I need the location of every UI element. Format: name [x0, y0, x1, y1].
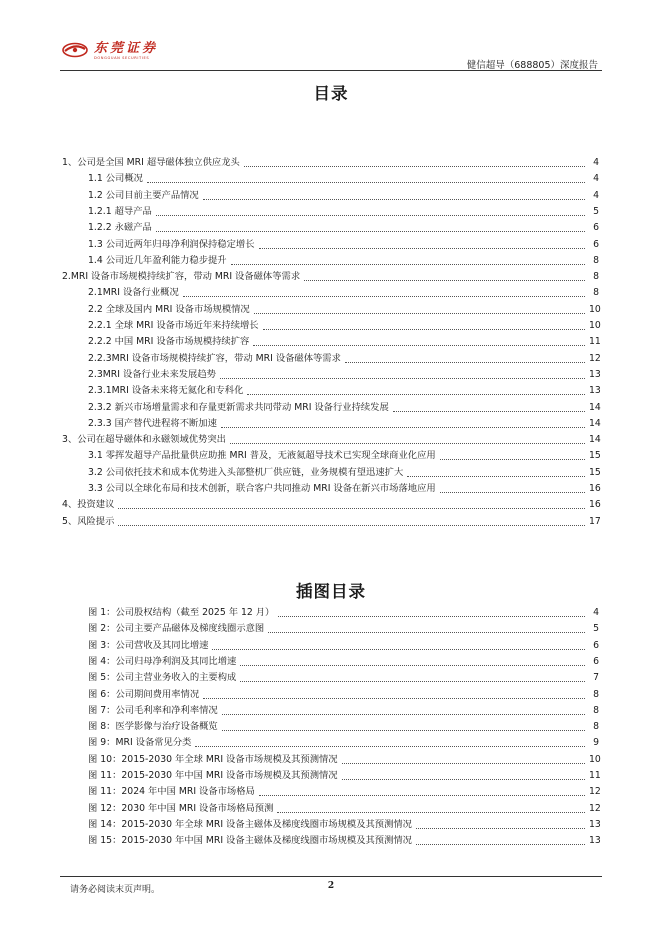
- dot-leader: [254, 313, 585, 314]
- toc-heading: 目录: [313, 84, 349, 103]
- figure-entry-label: 图 14：2015-2030 年全球 MRI 设备主磁体及梯度线圈市场规模及其预测情况: [88, 818, 412, 830]
- toc-entry-page-number: 6: [593, 222, 599, 234]
- dot-leader: [212, 649, 585, 650]
- figure-entry-label: 图 3：公司营收及其同比增速: [88, 639, 209, 651]
- toc-entry[interactable]: [62, 269, 599, 283]
- logo-english-name: DONGGUAN SECURITIES: [94, 56, 150, 60]
- dot-leader: [156, 231, 585, 232]
- toc-entry[interactable]: [88, 237, 599, 251]
- figure-entry-label: 图 11：2015-2030 年中国 MRI 设备市场规模及其预测情况: [88, 770, 338, 781]
- dot-leader: [393, 411, 585, 412]
- figure-entry[interactable]: [88, 703, 599, 717]
- toc-entry[interactable]: [88, 171, 599, 185]
- figure-entry-label: 图 5：公司主营业务收入的主要构成: [88, 672, 237, 684]
- toc-entry[interactable]: [62, 432, 599, 446]
- toc-entry-label: 5、风险提示: [62, 515, 115, 527]
- figure-entry[interactable]: [88, 621, 599, 635]
- toc-entry[interactable]: [88, 334, 599, 348]
- figure-entry[interactable]: [88, 605, 599, 619]
- toc-entry-label: 4、投资建议: [62, 499, 115, 511]
- toc-entry-label: 2.2.1 全球 MRI 设备市场近年来持续增长: [88, 320, 259, 331]
- dot-leader: [156, 215, 585, 216]
- toc-entry-page-number: 14: [589, 417, 601, 429]
- dot-leader: [440, 459, 585, 460]
- figure-entry-label: 图 15：2015-2030 年中国 MRI 设备主磁体及梯度线圈市场规模及其预测情况: [88, 835, 412, 847]
- dot-leader: [416, 828, 585, 829]
- dot-leader: [342, 763, 585, 764]
- toc-entry-label: 2.3MRI 设备行业未来发展趋势: [88, 368, 216, 380]
- figure-entry-page-number: 9: [593, 737, 599, 749]
- toc-entry-label: 1.4 公司近几年盈利能力稳步提升: [88, 254, 227, 266]
- toc-entry[interactable]: [88, 351, 599, 365]
- figure-entry-page-number: 6: [593, 655, 599, 667]
- figure-entry[interactable]: [88, 784, 599, 798]
- toc-entry-page-number: 13: [589, 385, 601, 397]
- dot-leader: [278, 616, 585, 617]
- toc-entry[interactable]: [88, 400, 599, 414]
- dot-leader: [440, 492, 585, 493]
- toc-entry-page-number: 13: [589, 368, 601, 380]
- figure-entry-page-number: 4: [593, 607, 599, 618]
- dot-leader: [240, 665, 585, 666]
- figure-entry-page-number: 7: [593, 672, 599, 684]
- toc-entry-page-number: 14: [589, 401, 601, 413]
- company-logo: [62, 42, 158, 61]
- dot-leader: [253, 345, 585, 346]
- toc-entry-label: 1.2.1 超导产品: [88, 205, 152, 217]
- toc-entry[interactable]: [88, 204, 599, 218]
- toc-entry-label: 1.2 公司目前主要产品情况: [88, 189, 199, 201]
- toc-entry-page-number: 12: [589, 352, 601, 364]
- toc-entry-page-number: 6: [593, 238, 599, 250]
- figure-entry-label: 图 2：公司主要产品磁体及梯度线圈示意图: [88, 623, 265, 635]
- toc-entry-label: 2.1MRI 设备行业概况: [88, 287, 179, 299]
- toc-entry-label: 2.3.1MRI 设备未来将无氦化和专科化: [88, 385, 244, 397]
- toc-entry-page-number: 11: [589, 336, 601, 348]
- figure-entry[interactable]: [88, 638, 599, 652]
- figure-entry[interactable]: [88, 735, 599, 749]
- dot-leader: [195, 746, 585, 747]
- toc-entry[interactable]: [88, 448, 599, 462]
- dot-leader: [183, 296, 585, 297]
- dot-leader: [416, 844, 585, 845]
- toc-entry-page-number: 10: [589, 320, 601, 331]
- toc-entry-page-number: 15: [589, 466, 601, 478]
- toc-entry[interactable]: [88, 318, 599, 332]
- dot-leader: [147, 182, 585, 183]
- figure-entry-page-number: 6: [593, 639, 599, 651]
- report-title: 健信超导（688805）深度报告: [466, 60, 598, 71]
- toc-entry-label: 1、公司是全国 MRI 超导磁体独立供应龙头: [62, 157, 240, 168]
- toc-entry[interactable]: [88, 253, 599, 267]
- dot-leader: [220, 378, 585, 379]
- figure-entry[interactable]: [88, 654, 599, 668]
- dot-leader: [244, 166, 585, 167]
- dot-leader: [247, 394, 585, 395]
- figure-entry-label: 图 9：MRI 设备常见分类: [88, 737, 192, 749]
- dot-leader: [345, 362, 585, 363]
- toc-entry-page-number: 15: [589, 450, 601, 462]
- toc-entry-page-number: 14: [589, 434, 601, 446]
- toc-entry-label: 1.1 公司概况: [88, 173, 143, 185]
- toc-entry[interactable]: [88, 416, 599, 430]
- toc-entry-label: 1.3 公司近两年归母净利润保持稳定增长: [88, 238, 255, 250]
- figure-entry[interactable]: [88, 670, 599, 684]
- figure-entry-label: 图 12：2030 年中国 MRI 设备市场格局预测: [88, 802, 274, 814]
- dot-leader: [231, 264, 585, 265]
- dot-leader: [407, 476, 585, 477]
- toc-entry-page-number: 10: [589, 303, 601, 315]
- toc-entry-label: 2.2.3MRI 设备市场规模持续扩容，带动 MRI 设备磁体等需求: [88, 352, 341, 364]
- figure-list-heading: 插图目录: [296, 582, 366, 601]
- dot-leader: [118, 525, 585, 526]
- toc-entry[interactable]: [88, 481, 599, 495]
- figure-entry-label: 图 4：公司归母净利润及其同比增速: [88, 655, 237, 667]
- figure-entry-page-number: 10: [589, 753, 601, 765]
- toc-entry-label: 2.MRI 设备市场规模持续扩容，带动 MRI 设备磁体等需求: [62, 271, 301, 283]
- figure-entry-page-number: 11: [589, 770, 601, 781]
- toc-entry-label: 3、公司在超导磁体和永磁领域优势突出: [62, 434, 226, 446]
- dot-leader: [203, 199, 585, 200]
- toc-entry-page-number: 16: [589, 483, 601, 494]
- figure-entry[interactable]: [88, 687, 599, 701]
- figure-entry-page-number: 8: [593, 688, 599, 700]
- figure-entry-label: 图 8：医学影像与治疗设备概览: [88, 721, 218, 733]
- toc-entry[interactable]: [88, 465, 599, 479]
- toc-entry-page-number: 16: [589, 499, 601, 511]
- dot-leader: [221, 427, 585, 428]
- toc-entry[interactable]: [88, 367, 599, 381]
- toc-entry-page-number: 5: [593, 205, 599, 217]
- figure-entry-page-number: 13: [589, 818, 601, 830]
- figure-entry-label: 图 7：公司毛利率和净利率情况: [88, 704, 218, 716]
- footer-disclaimer-note: 请务必阅读末页声明。: [70, 885, 161, 895]
- figure-entry-label: 图 1：公司股权结构（截至 2025 年 12 月）: [88, 607, 275, 618]
- dot-leader: [222, 714, 585, 715]
- toc-entry-page-number: 8: [593, 254, 599, 266]
- header-divider: [60, 70, 602, 71]
- dot-leader: [277, 812, 585, 813]
- dot-leader: [240, 681, 585, 682]
- toc-entry-page-number: 8: [593, 287, 599, 299]
- dot-leader: [222, 730, 585, 731]
- figure-entry-page-number: 8: [593, 721, 599, 733]
- dot-leader: [342, 779, 585, 780]
- toc-entry[interactable]: [62, 514, 599, 528]
- figure-entry-label: 图 6：公司期间费用率情况: [88, 688, 200, 700]
- dot-leader: [263, 329, 585, 330]
- figure-entry-page-number: 5: [593, 623, 599, 635]
- toc-entry-page-number: 4: [593, 157, 599, 168]
- dot-leader: [259, 248, 586, 249]
- figure-entry-page-number: 8: [593, 704, 599, 716]
- logo-chinese-name: 东莞证券: [94, 41, 159, 56]
- toc-entry-label: 2.2 全球及国内 MRI 设备市场规模情况: [88, 303, 250, 315]
- toc-entry-label: 3.3 公司以全球化布局和技术创新，联合客户共同推动 MRI 设备在新兴市场落地应用: [88, 483, 436, 494]
- toc-entry-label: 3.2 公司依托技术和成本优势进入头部整机厂供应链，业务规模有望迅速扩大: [88, 466, 404, 478]
- figure-entry-page-number: 12: [589, 802, 601, 814]
- toc-entry-label: 1.2.2 永磁产品: [88, 222, 152, 234]
- figure-entry[interactable]: [88, 752, 599, 766]
- figure-entry[interactable]: [88, 768, 599, 782]
- dot-leader: [230, 443, 585, 444]
- toc-entry[interactable]: [88, 220, 599, 234]
- toc-entry-page-number: 4: [593, 189, 599, 201]
- figure-entry[interactable]: [88, 719, 599, 733]
- dot-leader: [118, 508, 585, 509]
- toc-entry[interactable]: [88, 383, 599, 397]
- toc-entry[interactable]: [62, 497, 599, 511]
- figure-entry-label: 图 11：2024 年中国 MRI 设备市场格局: [88, 786, 255, 798]
- figure-entry-page-number: 12: [589, 786, 601, 798]
- toc-entry[interactable]: [88, 302, 599, 316]
- toc-entry-label: 3.1 零挥发超导产品批量供应助推 MRI 普及，无液氦超导技术已实现全球商业化应用: [88, 450, 436, 462]
- toc-entry-label: 2.3.3 国产替代进程将不断加速: [88, 417, 217, 429]
- figure-entry[interactable]: [88, 801, 599, 815]
- dot-leader: [304, 280, 585, 281]
- toc-entry-page-number: 8: [593, 271, 599, 283]
- toc-entry-label: 2.3.2 新兴市场增量需求和存量更新需求共同带动 MRI 设备行业持续发展: [88, 401, 389, 413]
- toc-entry-label: 2.2.2 中国 MRI 设备市场规模持续扩容: [88, 336, 250, 348]
- footer-divider: [60, 876, 602, 877]
- figure-entry-label: 图 10：2015-2030 年全球 MRI 设备市场规模及其预测情况: [88, 753, 338, 765]
- toc-entry[interactable]: [88, 285, 599, 299]
- dot-leader: [268, 632, 585, 633]
- figure-entry[interactable]: [88, 817, 599, 831]
- toc-entry-page-number: 4: [593, 173, 599, 185]
- toc-entry[interactable]: [62, 155, 599, 169]
- dot-leader: [203, 698, 585, 699]
- page-header: [60, 41, 602, 71]
- brand-logo-icon: [62, 42, 88, 58]
- dot-leader: [259, 795, 585, 796]
- figure-entry[interactable]: [88, 833, 599, 847]
- page-number: 2: [327, 881, 335, 891]
- toc-entry-page-number: 17: [589, 515, 601, 527]
- toc-entry[interactable]: [88, 188, 599, 202]
- figure-entry-page-number: 13: [589, 835, 601, 847]
